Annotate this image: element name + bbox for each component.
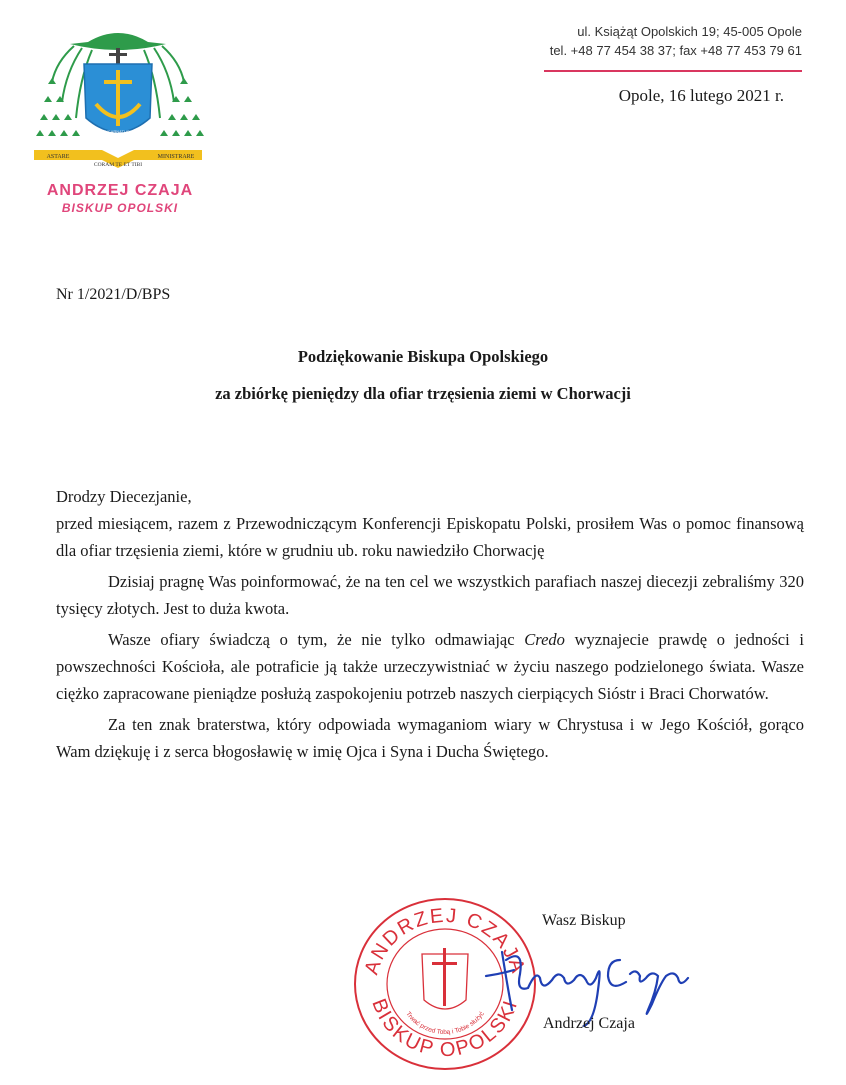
stamp-top-text: ANDRZEJ CZAJA — [360, 904, 530, 978]
motto-center: CORAM TE ET TIBI — [93, 162, 143, 168]
letter-body — [56, 483, 804, 765]
coat-of-arms-icon — [26, 22, 210, 170]
letter-date: Opole, 16 lutego 2021 r. — [618, 86, 784, 105]
bishop-name: ANDRZEJ CZAJA — [46, 182, 194, 199]
address-line: ul. Książąt Opolskich 19; 45-005 Opole — [577, 24, 802, 39]
bishop-name-block — [40, 182, 200, 215]
paragraph-3-end: wyznajecie prawdę o jedności i powszechności Kościoła, ale potraficie ją także urzeczywistniać w życiu naszego podzielonego świata. Wasze ciężko zapracowane pieniądze posłużą zaspokojeniu potrzeb naszych cierpiących Sióstr i Braci Chorwatów. — [56, 630, 804, 703]
paragraph-3-start: Wasze ofiary świadczą o tym, że nie tylko odmawiając — [108, 630, 525, 649]
motto-right: MINISTRARE — [157, 154, 195, 160]
address-block — [550, 22, 802, 60]
letter-title-line-2: za zbiórkę pieniędzy dla ofiar trzęsienia ziemi w Chorwacji — [215, 384, 631, 403]
signature-name: Andrzej Czaja — [543, 1015, 635, 1032]
paragraph-1: przed miesiącem, razem z Przewodniczącym Konferencji Episkopatu Polski, prosiłem Was o pomoc finansową dla ofiar trzęsienia ziemi, które w grudniu ub. roku nawiedziło Chorwację — [56, 514, 804, 560]
stamp-bottom-text: BISKUP OPOLSKI — [367, 995, 523, 1062]
phone-fax-line: tel. +48 77 454 38 37; fax +48 77 453 79 61 — [549, 43, 802, 58]
paragraph-4: Za ten znak braterstwa, który odpowiada wymaganiom wiary w Chrystusa i w Jego Kościół, gorąco Wam dziękuję i z serca błogosławię w imię Ojca i Syna i Ducha Świętego. — [56, 715, 804, 761]
closing-text: Wasz Biskup — [542, 912, 626, 929]
reference-number: Nr 1/2021/D/BPS — [56, 286, 171, 303]
paragraph-3 — [56, 626, 804, 707]
bishop-title: BISKUP OPOLSKI — [61, 201, 179, 215]
paragraph-2: Dzisiaj pragnę Was poinformować, że na ten cel we wszystkich parafiach naszej diecezji zebraliśmy 320 tysięcy złotych. Jest to duża kwota. — [56, 572, 804, 618]
shield-text: ET INCARNATUS EST — [97, 129, 139, 134]
greeting: Drodzy Diecezjanie, — [56, 487, 192, 506]
letter-title-line-1: Podziękowanie Biskupa Opolskiego — [297, 347, 549, 366]
stamp-inner-text: Trwać przed Tobą i Tobie służyć — [404, 1010, 486, 1037]
motto-left: ASTARE — [46, 154, 70, 160]
credo-word: Credo — [524, 630, 565, 649]
header-divider — [544, 70, 802, 72]
